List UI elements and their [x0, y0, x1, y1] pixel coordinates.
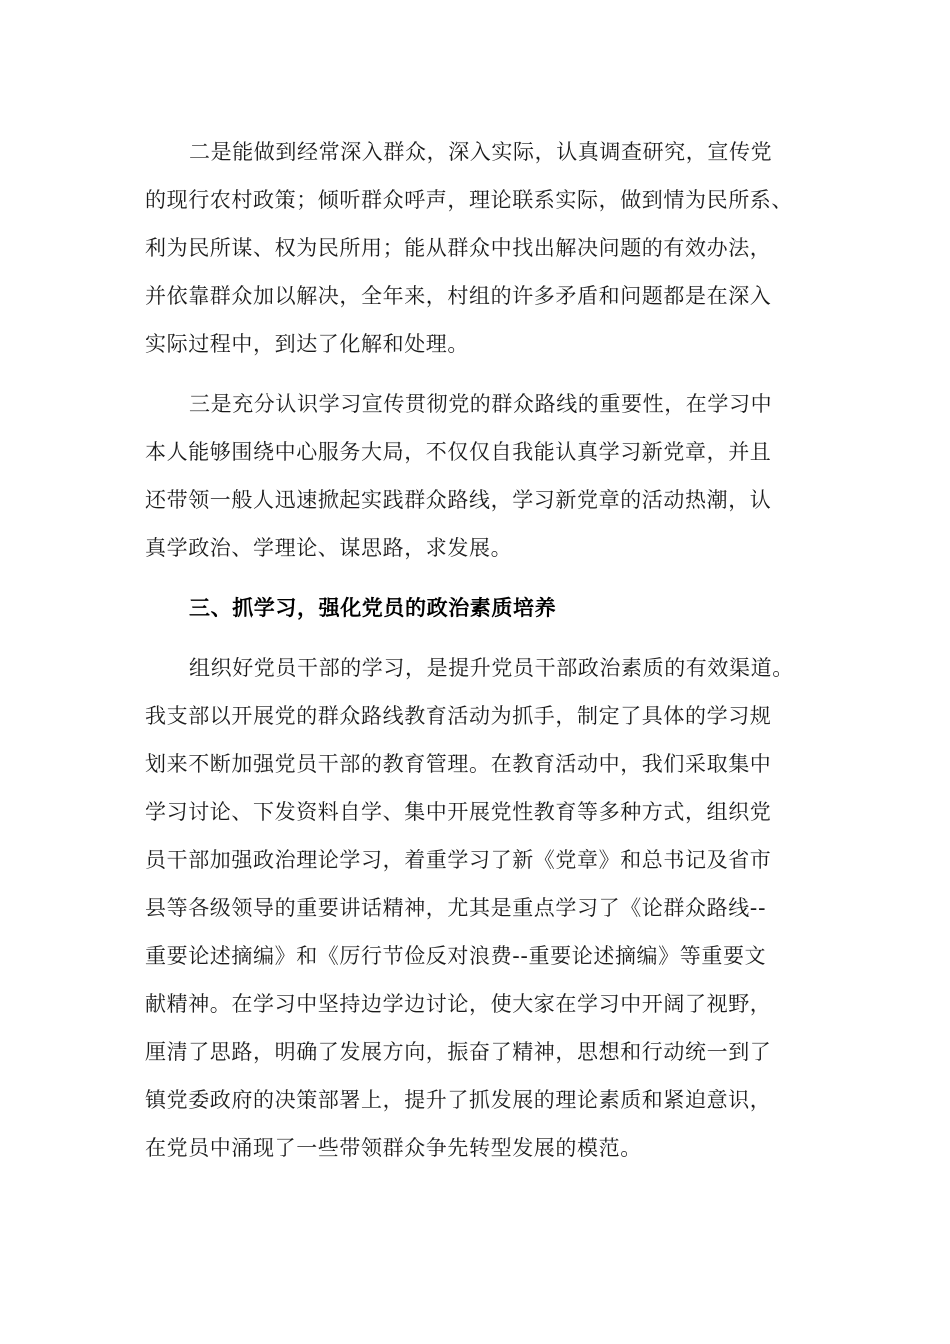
section-heading: 三、抓学习，强化党员的政治素质培养: [189, 596, 557, 620]
text-line: 三是充分认识学习宣传贯彻党的群众路线的重要性，在学习中: [189, 392, 773, 416]
text-line: 二是能做到经常深入群众，深入实际，认真调查研究，宣传党: [189, 140, 773, 164]
text-line: 在党员中涌现了一些带领群众争先转型发展的模范。: [145, 1136, 642, 1160]
text-line: 划来不断加强党员干部的教育管理。在教育活动中，我们采取集中: [145, 752, 772, 776]
paragraph-third-point: [145, 380, 805, 572]
text-line: 组织好党员干部的学习，是提升党员干部政治素质的有效渠道。: [189, 656, 794, 680]
text-line: 献精神。在学习中坚持边学边讨论，使大家在学习中开阔了视野，: [145, 992, 772, 1016]
text-line: 实际过程中，到达了化解和处理。: [145, 332, 469, 356]
text-line: 利为民所谋、权为民所用；能从群众中找出解决问题的有效办法，: [145, 236, 772, 260]
document-body: [145, 128, 805, 1172]
text-line: 我支部以开展党的群众路线教育活动为抓手，制定了具体的学习规: [145, 704, 772, 728]
text-line: 县等各级领导的重要讲话精神，尤其是重点学习了《论群众路线--: [145, 896, 767, 920]
text-line: 厘清了思路，明确了发展方向，振奋了精神，思想和行动统一到了: [145, 1040, 772, 1064]
text-line: 重要论述摘编》和《厉行节俭反对浪费--重要论述摘编》等重要文: [145, 944, 767, 968]
paragraph-study: [145, 644, 805, 1172]
text-line: 并依靠群众加以解决，全年来，村组的许多矛盾和问题都是在深入: [145, 284, 772, 308]
text-line: 的现行农村政策；倾听群众呼声，理论联系实际，做到情为民所系、: [145, 188, 793, 212]
text-line: 员干部加强政治理论学习，着重学习了新《党章》和总书记及省市: [145, 848, 772, 872]
paragraph-second-point: [145, 128, 805, 368]
text-line: 真学政治、学理论、谋思路，求发展。: [145, 536, 513, 560]
text-line: 学习讨论、下发资料自学、集中开展党性教育等多种方式，组织党: [145, 800, 772, 824]
text-line: 还带领一般人迅速掀起实践群众路线，学习新党章的活动热潮，认: [145, 488, 772, 512]
text-line: 镇党委政府的决策部署上，提升了抓发展的理论素质和紧迫意识，: [145, 1088, 772, 1112]
text-line: 本人能够围绕中心服务大局，不仅仅自我能认真学习新党章，并且: [145, 440, 772, 464]
